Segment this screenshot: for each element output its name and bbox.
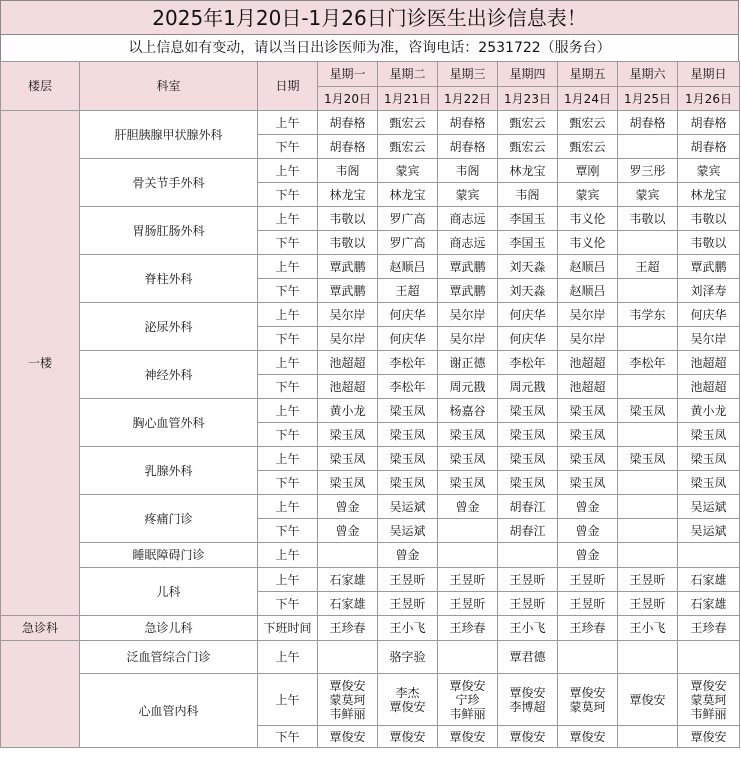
doctor-cell: 韦敬以	[678, 231, 740, 255]
period-cell: 上午	[258, 568, 318, 592]
doctor-cell: 甄宏云	[498, 111, 558, 135]
doctor-cell: 池超超	[318, 351, 378, 375]
schedule-row	[1, 207, 740, 231]
doctor-cell: 韦敬以	[678, 207, 740, 231]
doctor-cell	[618, 543, 678, 568]
doctor-cell: 池超超	[558, 375, 618, 399]
doctor-cell: 甄宏云	[558, 135, 618, 159]
doctor-cell	[618, 375, 678, 399]
doctor-cell: 覃武鹏	[438, 279, 498, 303]
doctor-cell: 石家雄	[678, 592, 740, 616]
floor-cell: 一楼	[1, 111, 80, 616]
doctor-cell: 曾金	[558, 519, 618, 543]
doctor-cell: 甄宏云	[378, 135, 438, 159]
doctor-cell: 蒙宾	[438, 183, 498, 207]
doctor-cell	[678, 543, 740, 568]
doctor-cell: 何庆华	[678, 303, 740, 327]
doctor-cell: 曾金	[438, 495, 498, 519]
period-cell: 上午	[258, 351, 318, 375]
floor-cell: 急诊科	[1, 616, 80, 641]
doctor-cell: 胡春格	[318, 111, 378, 135]
doctor-cell: 梁玉凤	[678, 471, 740, 495]
period-cell: 上午	[258, 543, 318, 568]
doctor-cell: 梁玉凤	[498, 447, 558, 471]
period-cell: 上午	[258, 674, 318, 726]
page-title: 2025年1月20日-1月26日门诊医生出诊信息表！	[0, 0, 739, 35]
department-cell: 乳腺外科	[80, 447, 258, 495]
doctor-cell: 王超	[378, 279, 438, 303]
period-cell: 上午	[258, 255, 318, 279]
doctor-cell: 梁玉凤	[498, 399, 558, 423]
department-cell: 骨关节手外科	[80, 159, 258, 207]
doctor-cell: 赵顺吕	[378, 255, 438, 279]
doctor-cell: 石家雄	[318, 592, 378, 616]
doctor-cell: 王小飞	[618, 616, 678, 641]
weekday-header: 星期四	[498, 62, 558, 87]
department-cell: 睡眠障碍门诊	[80, 543, 258, 568]
doctor-cell: 王昱昕	[618, 592, 678, 616]
doctor-cell: 吴尔岸	[318, 327, 378, 351]
date-cell-header: 1月21日	[378, 87, 438, 111]
page-subtitle: 以上信息如有变动，请以当日出诊医师为准，咨询电话：2531722（服务台）	[0, 35, 739, 61]
doctor-cell: 覃君德	[498, 641, 558, 674]
doctor-cell: 王小飞	[378, 616, 438, 641]
doctor-cell: 吴尔岸	[438, 327, 498, 351]
doctor-cell: 王超	[618, 255, 678, 279]
doctor-cell: 王珍春	[438, 616, 498, 641]
doctor-cell: 胡春格	[438, 135, 498, 159]
doctor-cell: 商志远	[438, 207, 498, 231]
period-cell: 下午	[258, 183, 318, 207]
doctor-cell: 胡春格	[618, 111, 678, 135]
doctor-cell: 梁玉凤	[678, 423, 740, 447]
schedule-row	[1, 399, 740, 423]
doctor-cell: 王小飞	[498, 616, 558, 641]
doctor-cell: 石家雄	[318, 568, 378, 592]
doctor-cell: 王昱昕	[378, 592, 438, 616]
doctor-cell	[438, 519, 498, 543]
doctor-cell: 覃武鹏	[318, 255, 378, 279]
period-cell: 下午	[258, 135, 318, 159]
department-cell: 脊柱外科	[80, 255, 258, 303]
doctor-cell: 吴尔岸	[558, 327, 618, 351]
period-cell: 上午	[258, 159, 318, 183]
period-cell: 下午	[258, 279, 318, 303]
doctor-cell: 王昱昕	[498, 592, 558, 616]
period-cell: 上午	[258, 111, 318, 135]
doctor-cell: 曾金	[558, 495, 618, 519]
doctor-cell: 赵顺吕	[558, 279, 618, 303]
doctor-cell: 李松年	[378, 351, 438, 375]
weekday-header: 星期一	[318, 62, 378, 87]
doctor-cell: 林龙宝	[678, 183, 740, 207]
doctor-cell: 韦义伦	[558, 207, 618, 231]
doctor-cell	[438, 641, 498, 674]
doctor-cell: 李国玉	[498, 231, 558, 255]
date-header: 日期	[258, 62, 318, 111]
period-cell: 下午	[258, 231, 318, 255]
doctor-cell	[618, 495, 678, 519]
doctor-cell: 吴尔岸	[678, 327, 740, 351]
doctor-cell: 黄小龙	[318, 399, 378, 423]
doctor-cell: 覃俊安	[438, 726, 498, 748]
doctor-cell	[618, 231, 678, 255]
period-cell: 上午	[258, 303, 318, 327]
doctor-cell: 王昱昕	[378, 568, 438, 592]
doctor-cell: 池超超	[678, 351, 740, 375]
doctor-cell: 梁玉凤	[618, 399, 678, 423]
doctor-cell: 曾金	[378, 543, 438, 568]
doctor-cell: 梁玉凤	[438, 471, 498, 495]
doctor-cell: 曾金	[318, 519, 378, 543]
doctor-cell: 梁玉凤	[498, 471, 558, 495]
doctor-cell: 覃俊安	[498, 726, 558, 748]
doctor-cell: 胡春格	[438, 111, 498, 135]
doctor-cell: 覃俊安 宁珍 韦鲜丽	[438, 674, 498, 726]
doctor-cell: 覃俊安	[678, 726, 740, 748]
doctor-cell: 王昱昕	[558, 592, 618, 616]
doctor-cell: 周元戡	[498, 375, 558, 399]
doctor-cell: 蒙宾	[378, 159, 438, 183]
doctor-cell	[618, 726, 678, 748]
doctor-cell: 谢正德	[438, 351, 498, 375]
doctor-cell: 梁玉凤	[558, 447, 618, 471]
doctor-cell: 梁玉凤	[378, 471, 438, 495]
doctor-cell: 池超超	[678, 375, 740, 399]
doctor-cell: 覃刚	[558, 159, 618, 183]
doctor-cell: 刘天淼	[498, 255, 558, 279]
doctor-cell: 李国玉	[498, 207, 558, 231]
period-cell: 上午	[258, 641, 318, 674]
doctor-cell: 何庆华	[498, 327, 558, 351]
doctor-cell: 王昱昕	[438, 568, 498, 592]
doctor-cell: 黄小龙	[678, 399, 740, 423]
period-cell: 下午	[258, 327, 318, 351]
period-cell: 下午	[258, 471, 318, 495]
doctor-cell: 梁玉凤	[558, 423, 618, 447]
doctor-cell: 石家雄	[678, 568, 740, 592]
doctor-cell: 吴运斌	[378, 519, 438, 543]
doctor-cell: 吴运斌	[378, 495, 438, 519]
doctor-cell: 赵顺吕	[558, 255, 618, 279]
doctor-cell: 曾金	[318, 495, 378, 519]
doctor-cell: 覃俊安 李博超	[498, 674, 558, 726]
doctor-cell: 韦阁	[438, 159, 498, 183]
doctor-cell: 王珍春	[678, 616, 740, 641]
doctor-cell: 韦敬以	[618, 207, 678, 231]
doctor-cell: 骆字验	[378, 641, 438, 674]
doctor-cell: 韦学东	[618, 303, 678, 327]
department-cell: 儿科	[80, 568, 258, 616]
floor-header: 楼层	[1, 62, 80, 111]
doctor-cell: 甄宏云	[558, 111, 618, 135]
doctor-cell	[618, 327, 678, 351]
doctor-cell	[318, 543, 378, 568]
doctor-cell: 梁玉凤	[438, 423, 498, 447]
doctor-cell: 覃武鹏	[438, 255, 498, 279]
weekday-header: 星期日	[678, 62, 740, 87]
doctor-cell: 胡春格	[678, 111, 740, 135]
doctor-cell: 林龙宝	[498, 159, 558, 183]
schedule-row	[1, 568, 740, 592]
schedule-row	[1, 255, 740, 279]
doctor-cell: 韦阁	[318, 159, 378, 183]
doctor-cell: 胡春格	[318, 135, 378, 159]
doctor-cell: 李杰 覃俊安	[378, 674, 438, 726]
doctor-cell: 罗广高	[378, 231, 438, 255]
department-cell: 胸心血管外科	[80, 399, 258, 447]
doctor-cell: 韦义伦	[558, 231, 618, 255]
doctor-cell	[618, 641, 678, 674]
doctor-cell	[558, 641, 618, 674]
doctor-cell	[438, 543, 498, 568]
schedule-row	[1, 111, 740, 135]
doctor-cell: 覃俊安	[618, 674, 678, 726]
doctor-cell: 商志远	[438, 231, 498, 255]
period-cell: 下午	[258, 423, 318, 447]
doctor-cell: 梁玉凤	[318, 447, 378, 471]
doctor-cell: 胡春江	[498, 519, 558, 543]
doctor-cell: 蒙宾	[558, 183, 618, 207]
doctor-cell	[318, 641, 378, 674]
department-cell: 神经外科	[80, 351, 258, 399]
doctor-cell: 梁玉凤	[498, 423, 558, 447]
doctor-cell: 梁玉凤	[438, 447, 498, 471]
dept-header: 科室	[80, 62, 258, 111]
doctor-cell: 吴尔岸	[318, 303, 378, 327]
schedule-row	[1, 447, 740, 471]
schedule-row	[1, 543, 740, 568]
doctor-cell: 周元戡	[438, 375, 498, 399]
doctor-cell: 覃俊安	[318, 726, 378, 748]
doctor-cell: 梁玉凤	[558, 471, 618, 495]
doctor-cell: 梁玉凤	[618, 447, 678, 471]
doctor-cell: 韦敬以	[318, 231, 378, 255]
period-cell: 下午	[258, 726, 318, 748]
doctor-cell: 覃俊安	[378, 726, 438, 748]
department-cell: 泛血管综合门诊	[80, 641, 258, 674]
doctor-cell: 王昱昕	[558, 568, 618, 592]
period-cell: 下班时间	[258, 616, 318, 641]
doctor-cell: 何庆华	[378, 327, 438, 351]
date-cell-header: 1月20日	[318, 87, 378, 111]
doctor-cell	[498, 543, 558, 568]
department-cell: 胃肠肛肠外科	[80, 207, 258, 255]
period-cell: 上午	[258, 447, 318, 471]
doctor-cell: 吴尔岸	[558, 303, 618, 327]
doctor-cell: 覃俊安 蒙莫珂 韦鲜丽	[678, 674, 740, 726]
doctor-cell: 甄宏云	[498, 135, 558, 159]
department-cell: 泌尿外科	[80, 303, 258, 351]
doctor-cell: 吴运斌	[678, 495, 740, 519]
department-cell: 肝胆胰腺甲状腺外科	[80, 111, 258, 159]
floor-cell	[1, 641, 80, 748]
doctor-cell: 吴运斌	[678, 519, 740, 543]
department-cell: 心血管内科	[80, 674, 258, 748]
doctor-cell: 韦阁	[498, 183, 558, 207]
doctor-cell: 覃俊安	[558, 726, 618, 748]
weekday-header: 星期六	[618, 62, 678, 87]
schedule-row	[1, 616, 740, 641]
doctor-cell	[618, 471, 678, 495]
date-cell-header: 1月24日	[558, 87, 618, 111]
doctor-cell: 王昱昕	[438, 592, 498, 616]
doctor-cell: 覃武鹏	[678, 255, 740, 279]
department-cell: 疼痛门诊	[80, 495, 258, 543]
period-cell: 下午	[258, 375, 318, 399]
doctor-cell: 胡春江	[498, 495, 558, 519]
doctor-cell: 韦敬以	[318, 207, 378, 231]
doctor-cell: 甄宏云	[378, 111, 438, 135]
doctor-cell: 梁玉凤	[318, 471, 378, 495]
doctor-cell: 李松年	[498, 351, 558, 375]
schedule-row	[1, 641, 740, 674]
doctor-cell: 刘天淼	[498, 279, 558, 303]
date-cell-header: 1月26日	[678, 87, 740, 111]
period-cell: 上午	[258, 207, 318, 231]
doctor-cell: 王珍春	[318, 616, 378, 641]
doctor-cell: 梁玉凤	[678, 447, 740, 471]
doctor-cell: 林龙宝	[318, 183, 378, 207]
doctor-cell: 王昱昕	[498, 568, 558, 592]
weekday-header: 星期三	[438, 62, 498, 87]
period-cell: 上午	[258, 495, 318, 519]
doctor-cell: 吴尔岸	[438, 303, 498, 327]
doctor-cell: 李松年	[618, 351, 678, 375]
date-cell-header: 1月25日	[618, 87, 678, 111]
doctor-cell: 梁玉凤	[558, 399, 618, 423]
doctor-cell: 梁玉凤	[378, 423, 438, 447]
doctor-cell: 何庆华	[378, 303, 438, 327]
schedule-row	[1, 495, 740, 519]
weekday-header: 星期二	[378, 62, 438, 87]
doctor-cell	[618, 135, 678, 159]
doctor-cell: 覃俊安 蒙莫珂	[558, 674, 618, 726]
doctor-cell: 罗三彤	[618, 159, 678, 183]
doctor-cell: 覃俊安 蒙莫珂 韦鲜丽	[318, 674, 378, 726]
doctor-cell: 杨嘉谷	[438, 399, 498, 423]
doctor-cell: 曾金	[558, 543, 618, 568]
doctor-cell: 蒙宾	[678, 159, 740, 183]
doctor-cell	[618, 519, 678, 543]
doctor-cell: 王昱昕	[618, 568, 678, 592]
doctor-cell: 池超超	[558, 351, 618, 375]
doctor-cell: 刘泽寿	[678, 279, 740, 303]
doctor-cell: 胡春格	[678, 135, 740, 159]
date-cell-header: 1月22日	[438, 87, 498, 111]
schedule-row	[1, 303, 740, 327]
doctor-cell	[678, 641, 740, 674]
doctor-cell: 罗广高	[378, 207, 438, 231]
period-cell: 下午	[258, 519, 318, 543]
period-cell: 上午	[258, 399, 318, 423]
doctor-cell: 梁玉凤	[378, 447, 438, 471]
schedule-row	[1, 159, 740, 183]
department-cell: 急诊儿科	[80, 616, 258, 641]
doctor-cell: 蒙宾	[618, 183, 678, 207]
doctor-cell: 梁玉凤	[318, 423, 378, 447]
period-cell: 下午	[258, 592, 318, 616]
schedule-table	[0, 61, 740, 748]
schedule-row	[1, 674, 740, 726]
doctor-cell	[618, 279, 678, 303]
doctor-cell: 梁玉凤	[378, 399, 438, 423]
schedule-body	[1, 111, 740, 748]
doctor-cell: 林龙宝	[378, 183, 438, 207]
doctor-cell: 李松年	[378, 375, 438, 399]
doctor-cell	[618, 423, 678, 447]
date-cell-header: 1月23日	[498, 87, 558, 111]
doctor-cell: 池超超	[318, 375, 378, 399]
doctor-cell: 覃武鹏	[318, 279, 378, 303]
schedule-row	[1, 351, 740, 375]
weekday-header: 星期五	[558, 62, 618, 87]
doctor-cell: 王珍春	[558, 616, 618, 641]
doctor-cell: 何庆华	[498, 303, 558, 327]
